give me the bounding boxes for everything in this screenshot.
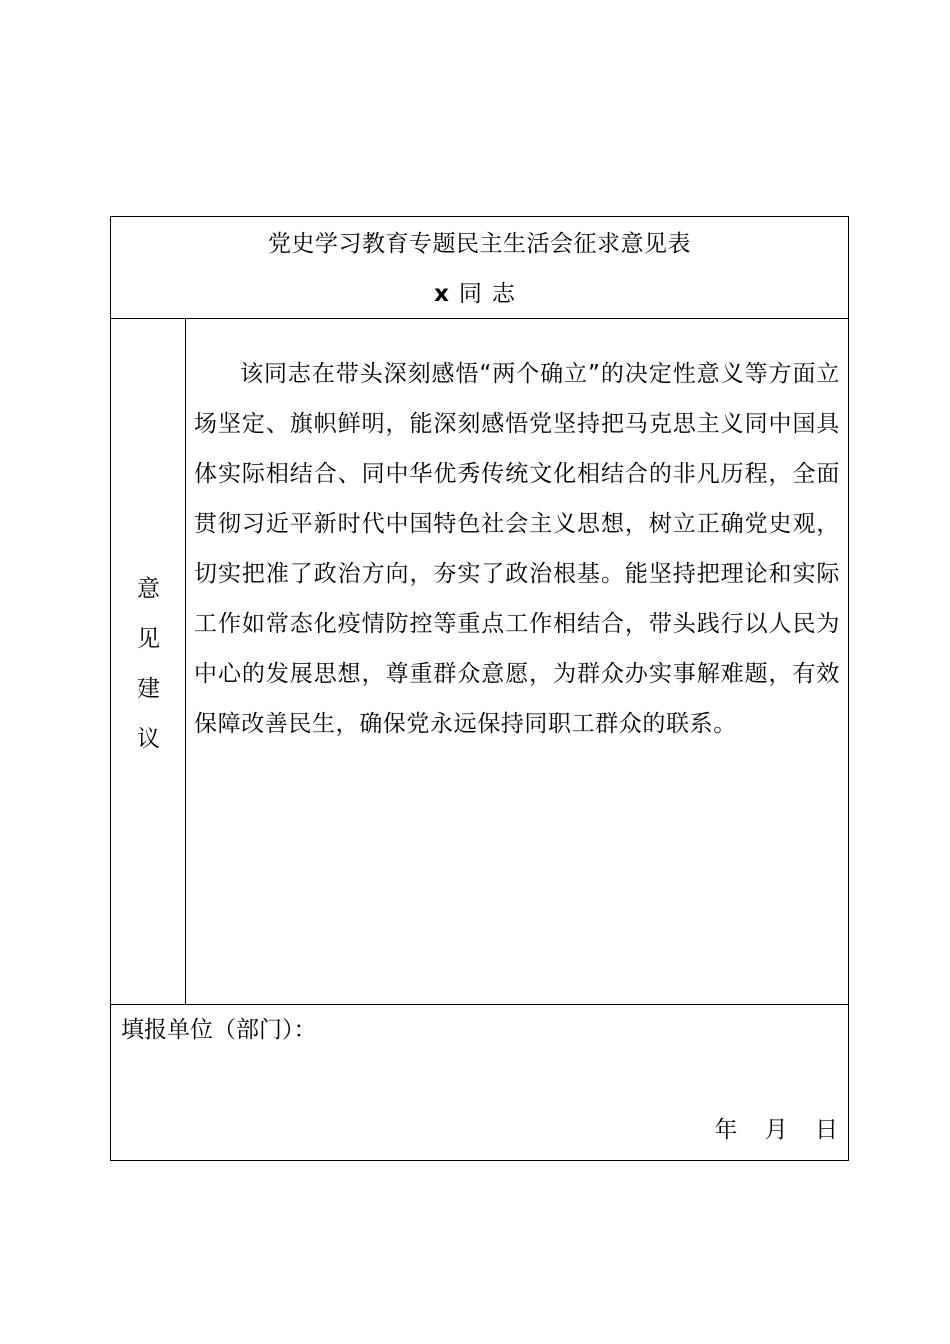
opinion-label-char: 议 <box>137 726 160 752</box>
subject-suffix: 同志 <box>458 281 525 307</box>
date-year: 年 <box>714 1117 738 1143</box>
opinion-label-char: 见 <box>137 626 160 652</box>
opinion-row <box>111 319 848 1005</box>
date-day: 日 <box>815 1117 838 1143</box>
opinion-content-cell <box>186 319 848 1004</box>
form-header <box>111 217 848 319</box>
opinion-text: 该同志在带头深刻感悟“两个确立”的决定性意义等方面立场坚定、旗帜鲜明，能深刻感悟党坚持把马克思主义同中国具体实际相结合、同中华优秀传统文化相结合的非凡历程，全面贯彻习近平新时代中国特色社会主义思想，树立正确党史观，切实把准了政治方向，夯实了政治根基。能坚持把理论和实际工作如常态化疫情防控等重点工作相结合，带头践行以人民为中心的发展思想，尊重群众意愿，为群众办实事解难题，有效保障改善民生，确保党永远保持同职工群众的联系。 <box>194 361 840 737</box>
form-footer <box>111 1005 848 1160</box>
opinion-form-table <box>110 216 849 1161</box>
opinion-label-char: 建 <box>137 676 160 702</box>
date-line <box>694 1115 838 1145</box>
subject-line <box>111 279 848 309</box>
date-month: 月 <box>764 1117 788 1143</box>
opinion-label <box>111 564 186 764</box>
opinion-label-char: 意 <box>137 576 160 602</box>
opinion-label-cell <box>111 319 186 1004</box>
unit-label: 填报单位（部门）： <box>121 1017 317 1043</box>
form-title: 党史学习教育专题民主生活会征求意见表 <box>268 231 691 257</box>
subject-name: x <box>434 281 449 307</box>
